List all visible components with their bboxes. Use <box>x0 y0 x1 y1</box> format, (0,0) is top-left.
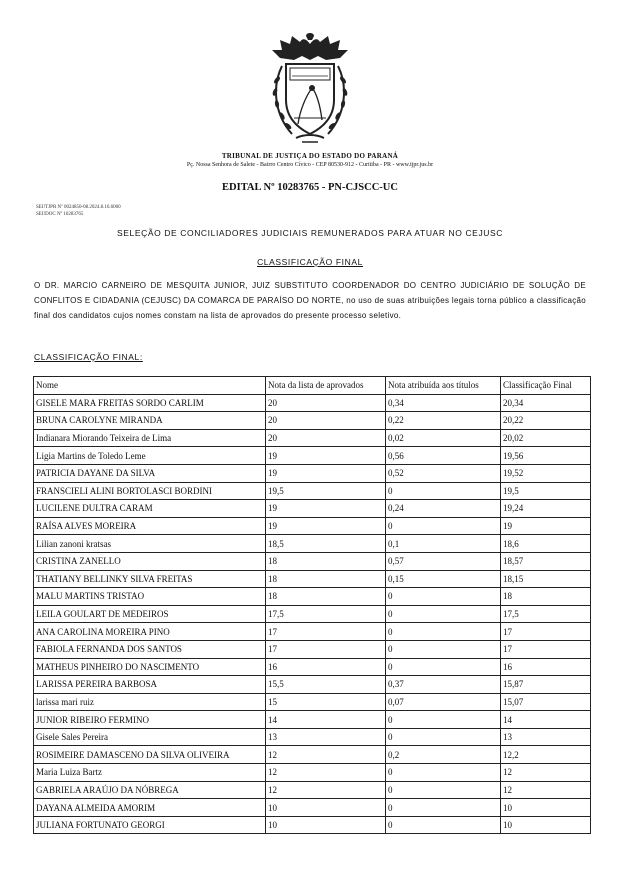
cell-approved-score: 12 <box>266 764 386 782</box>
process-reference: SEI!TJPR Nº 0024850-08.2024.8.16.6000 <box>36 205 121 210</box>
cell-name: LUCILENE DULTRA CARAM <box>34 500 266 518</box>
classification-table <box>33 376 591 834</box>
cell-name: GABRIELA ARAÚJO DA NÓBREGA <box>34 781 266 799</box>
cell-title-score: 0 <box>386 588 501 606</box>
document-references <box>36 205 121 218</box>
cell-approved-score: 12 <box>266 746 386 764</box>
cell-final-score: 16 <box>501 658 591 676</box>
cell-final-score: 17 <box>501 640 591 658</box>
table-row <box>34 482 591 500</box>
table-row <box>34 781 591 799</box>
cell-title-score: 0,34 <box>386 394 501 412</box>
cell-final-score: 18,15 <box>501 570 591 588</box>
cell-title-score: 0 <box>386 517 501 535</box>
cell-title-score: 0,1 <box>386 535 501 553</box>
cell-approved-score: 15,5 <box>266 676 386 694</box>
table-row <box>34 728 591 746</box>
cell-final-score: 10 <box>501 816 591 834</box>
cell-name: GISELE MARA FREITAS SORDO CARLIM <box>34 394 266 412</box>
header-final-classification: Classificação Final <box>501 377 591 395</box>
document-heading: CLASSIFICAÇÃO FINAL <box>257 257 363 267</box>
cell-title-score: 0 <box>386 816 501 834</box>
cell-final-score: 19,56 <box>501 447 591 465</box>
table-row <box>34 676 591 694</box>
cell-final-score: 19,52 <box>501 464 591 482</box>
cell-approved-score: 17 <box>266 640 386 658</box>
table-row <box>34 429 591 447</box>
cell-name: larissa mari ruiz <box>34 693 266 711</box>
intro-paragraph: O DR. MARCIO CARNEIRO DE MESQUITA JUNIOR, JUIZ SUBSTITUTO COORDENADOR DO CENTRO JUDICIÁRIO DE SOLUÇÃO DE CONFLITOS E CIDADANIA (CEJUSC) DA COMARCA DE PARAÍSO DO NORTE, no uso de suas atribuições legais torna público a classificação final dos candidatos cujos nomes constam na lista de aprovados do presente processo seletivo. <box>34 281 586 321</box>
cell-final-score: 12 <box>501 764 591 782</box>
section-title: CLASSIFICAÇÃO FINAL: <box>34 352 143 362</box>
cell-approved-score: 18 <box>266 552 386 570</box>
cell-name: RAÍSA ALVES MOREIRA <box>34 517 266 535</box>
table-row <box>34 799 591 817</box>
cell-name: BRUNA CAROLYNE MIRANDA <box>34 412 266 430</box>
cell-approved-score: 19,5 <box>266 482 386 500</box>
document-title: EDITAL Nº 10283765 - PN-CJSCC-UC <box>222 182 398 193</box>
cell-title-score: 0,15 <box>386 570 501 588</box>
cell-title-score: 0 <box>386 605 501 623</box>
cell-title-score: 0,02 <box>386 429 501 447</box>
cell-approved-score: 20 <box>266 394 386 412</box>
cell-approved-score: 13 <box>266 728 386 746</box>
cell-approved-score: 17 <box>266 623 386 641</box>
cell-name: MATHEUS PINHEIRO DO NASCIMENTO <box>34 658 266 676</box>
header-name: Nome <box>34 377 266 395</box>
cell-name: CRISTINA ZANELLO <box>34 552 266 570</box>
cell-approved-score: 18 <box>266 588 386 606</box>
cell-approved-score: 15 <box>266 693 386 711</box>
cell-name: THATIANY BELLINKY SILVA FREITAS <box>34 570 266 588</box>
court-name: TRIBUNAL DE JUSTIÇA DO ESTADO DO PARANÁ <box>221 152 399 160</box>
cell-name: LEILA GOULART DE MEDEIROS <box>34 605 266 623</box>
header-approved-score: Nota da lista de aprovados <box>266 377 386 395</box>
cell-approved-score: 19 <box>266 500 386 518</box>
table-row <box>34 394 591 412</box>
cell-title-score: 0 <box>386 781 501 799</box>
table-row <box>34 535 591 553</box>
table-row <box>34 711 591 729</box>
cell-final-score: 20,02 <box>501 429 591 447</box>
cell-final-score: 19,5 <box>501 482 591 500</box>
cell-title-score: 0,56 <box>386 447 501 465</box>
cell-approved-score: 19 <box>266 464 386 482</box>
table-row <box>34 552 591 570</box>
table-row <box>34 693 591 711</box>
cell-name: LARISSA PEREIRA BARBOSA <box>34 676 266 694</box>
table-row <box>34 517 591 535</box>
cell-name: Lilian zanoni kratsas <box>34 535 266 553</box>
cell-approved-score: 19 <box>266 447 386 465</box>
cell-final-score: 18,57 <box>501 552 591 570</box>
cell-name: PATRICIA DAYANE DA SILVA <box>34 464 266 482</box>
cell-title-score: 0,37 <box>386 676 501 694</box>
cell-name: ROSIMEIRE DAMASCENO DA SILVA OLIVEIRA <box>34 746 266 764</box>
cell-approved-score: 18 <box>266 570 386 588</box>
cell-title-score: 0,2 <box>386 746 501 764</box>
cell-final-score: 19 <box>501 517 591 535</box>
cell-approved-score: 20 <box>266 412 386 430</box>
table-row <box>34 500 591 518</box>
cell-final-score: 20,34 <box>501 394 591 412</box>
cell-approved-score: 10 <box>266 816 386 834</box>
cell-title-score: 0 <box>386 623 501 641</box>
cell-title-score: 0 <box>386 764 501 782</box>
table-row <box>34 746 591 764</box>
cell-approved-score: 16 <box>266 658 386 676</box>
cell-name: Maria Luiza Bartz <box>34 764 266 782</box>
cell-approved-score: 14 <box>266 711 386 729</box>
cell-title-score: 0 <box>386 728 501 746</box>
cell-final-score: 13 <box>501 728 591 746</box>
cell-approved-score: 12 <box>266 781 386 799</box>
cell-final-score: 19,24 <box>501 500 591 518</box>
cell-final-score: 18 <box>501 588 591 606</box>
header-title-score: Nota atribuída aos títulos <box>386 377 501 395</box>
cell-title-score: 0 <box>386 640 501 658</box>
table-row <box>34 570 591 588</box>
cell-final-score: 15,07 <box>501 693 591 711</box>
cell-final-score: 10 <box>501 799 591 817</box>
cell-title-score: 0 <box>386 799 501 817</box>
document-subject: SELEÇÃO DE CONCILIADORES JUDICIAIS REMUNERADOS PARA ATUAR NO CEJUSC <box>116 228 504 238</box>
cell-final-score: 15,87 <box>501 676 591 694</box>
cell-name: Indianara Miorando Teixeira de Lima <box>34 429 266 447</box>
table-header-row <box>34 377 591 395</box>
table-row <box>34 412 591 430</box>
cell-final-score: 14 <box>501 711 591 729</box>
table-row <box>34 640 591 658</box>
cell-final-score: 18,6 <box>501 535 591 553</box>
table-row <box>34 605 591 623</box>
cell-name: JUNIOR RIBEIRO FERMINO <box>34 711 266 729</box>
cell-final-score: 12,2 <box>501 746 591 764</box>
cell-approved-score: 19 <box>266 517 386 535</box>
cell-name: FRANSCIELI ALINI BORTOLASCI BORDINI <box>34 482 266 500</box>
table-row <box>34 816 591 834</box>
cell-title-score: 0,07 <box>386 693 501 711</box>
cell-approved-score: 10 <box>266 799 386 817</box>
cell-name: Ligia Martins de Toledo Leme <box>34 447 266 465</box>
cell-approved-score: 17,5 <box>266 605 386 623</box>
table-row <box>34 588 591 606</box>
cell-name: DAYANA ALMEIDA AMORIM <box>34 799 266 817</box>
table-row <box>34 464 591 482</box>
cell-name: Gisele Sales Pereira <box>34 728 266 746</box>
coat-of-arms-logo <box>262 30 358 148</box>
cell-final-score: 17 <box>501 623 591 641</box>
cell-title-score: 0 <box>386 482 501 500</box>
cell-title-score: 0 <box>386 711 501 729</box>
cell-title-score: 0,24 <box>386 500 501 518</box>
cell-final-score: 20,22 <box>501 412 591 430</box>
cell-title-score: 0,57 <box>386 552 501 570</box>
cell-name: ANA CAROLINA MOREIRA PINO <box>34 623 266 641</box>
table-row <box>34 764 591 782</box>
table-row <box>34 623 591 641</box>
cell-title-score: 0,22 <box>386 412 501 430</box>
cell-title-score: 0,52 <box>386 464 501 482</box>
cell-approved-score: 18,5 <box>266 535 386 553</box>
court-address: Pç. Nossa Senhora de Salete - Bairro Centro Cívico - CEP 80530-912 - Curitiba - PR - www.tjpr.jus.br <box>186 162 434 168</box>
cell-final-score: 12 <box>501 781 591 799</box>
table-row <box>34 447 591 465</box>
cell-name: FABIOLA FERNANDA DOS SANTOS <box>34 640 266 658</box>
cell-final-score: 17,5 <box>501 605 591 623</box>
cell-name: JULIANA FORTUNATO GEORGI <box>34 816 266 834</box>
table-row <box>34 658 591 676</box>
doc-reference: SEI!DOC Nº 10283765 <box>36 211 84 217</box>
cell-approved-score: 20 <box>266 429 386 447</box>
cell-title-score: 0 <box>386 658 501 676</box>
cell-name: MALU MARTINS TRISTAO <box>34 588 266 606</box>
